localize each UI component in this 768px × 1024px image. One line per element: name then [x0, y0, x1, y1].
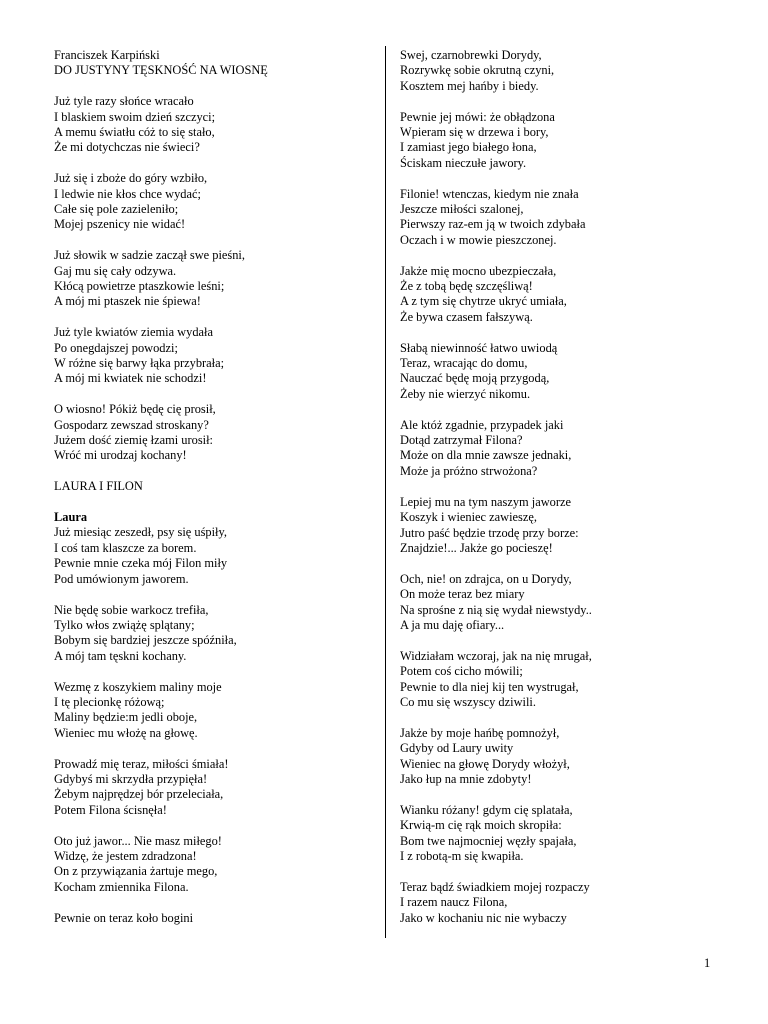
text-line: Wianku różany! gdym cię splatała, [400, 802, 573, 817]
stanza-break [400, 248, 740, 263]
text-line: I coś tam klaszcze za borem. [54, 540, 197, 555]
text-line: Pewnie mnie czeka mój Filon miły [54, 556, 228, 571]
text-line: O wiosno! Pókiż będę cię prosił, [54, 402, 216, 417]
text-line: I ledwie nie kłos chce wydać; [54, 186, 201, 201]
text-line: Że bywa czasem fałszywą. [400, 309, 533, 324]
text-line: Pewnie on teraz koło bogini [54, 910, 194, 925]
text-line: Po onegdajszej powodzi; [54, 340, 178, 355]
text-line: Lepiej mu na tym naszym jaworze [400, 494, 572, 509]
text-line: Jużem dość ziemię łzami urosił: [54, 433, 213, 448]
stanza-break [54, 495, 374, 510]
text-line: Może on dla mnie zawsze jednaki, [400, 448, 572, 463]
stanza-break [400, 864, 740, 879]
stanza-break [54, 818, 374, 833]
stanza-break [54, 464, 374, 479]
text-line: Potem Filona ścisnęła! [54, 802, 167, 817]
column-divider [385, 46, 386, 938]
text-line: Swej, czarnobrewki Dorydy, [400, 48, 542, 62]
stanza-break [54, 233, 374, 248]
text-line: Że z tobą będę szczęśliwą! [400, 279, 533, 294]
text-line: Wróć mi urodzaj kochany! [54, 448, 187, 463]
text-line: On może teraz bez miary [400, 587, 525, 602]
text-line: Gospodarz zewszad stroskany? [54, 417, 209, 432]
text-line: LAURA I FILON [54, 479, 143, 494]
text-line: Jutro paść będzie trzodę przy borze: [400, 525, 579, 540]
text-line: Krwią-m cię rąk moich skropiła: [400, 818, 562, 833]
text-line: Franciszek Karpiński [54, 48, 160, 62]
text-line: Kocham zmiennika Filona. [54, 879, 189, 894]
text-line: Kłócą powietrze ptaszkowie leśni; [54, 279, 225, 294]
text-line: On z przywiązania żartuje mego, [54, 864, 218, 879]
text-line: A mój mi ptaszek nie śpiewa! [54, 294, 201, 309]
text-line: I blaskiem swoim dzień szczyci; [54, 109, 216, 124]
text-line: Żeby nie wierzyć nikomu. [400, 386, 531, 401]
text-line: I z robotą-m się kwapiła. [400, 848, 524, 863]
text-line: Och, nie! on zdrajca, on u Dorydy, [400, 571, 572, 586]
text-line: Widzę, że jestem zdradzona! [54, 848, 197, 863]
text-line: I zamiast jego białego łona, [400, 140, 537, 155]
left-text-column [54, 48, 374, 926]
text-line: Wezmę z koszykiem maliny moje [54, 679, 222, 694]
stanza-break [400, 710, 740, 725]
text-line: Ale któż zgadnie, przypadek jaki [400, 417, 564, 432]
stanza-break [54, 895, 374, 910]
text-line: Bom twe najmocniej węzły spajała, [400, 833, 577, 848]
text-line: Już się i zboże do góry wzbiło, [54, 171, 208, 186]
text-line: Żebym najprędzej bór przeleciała, [54, 787, 224, 802]
stanza-break [400, 479, 740, 494]
text-line: Bobym się bardziej jeszcze spóźniła, [54, 633, 237, 648]
text-line: Jako w kochaniu nic nie wybaczy [400, 910, 567, 925]
text-line: Jakże by moje hańbę pomnożył, [400, 725, 560, 740]
text-line: Potem coś cicho mówili; [400, 664, 523, 679]
text-line: I razem naucz Filona, [400, 895, 508, 910]
text-line: Oto już jawor... Nie masz miłego! [54, 833, 222, 848]
text-line: Teraz, wracając do domu, [400, 356, 528, 371]
text-line: Koszyk i wieniec zawieszę, [400, 510, 537, 525]
stanza-break [400, 402, 740, 417]
stanza-break [400, 325, 740, 340]
text-line: Znajdzie!... Jakże go pocieszę! [400, 540, 553, 555]
text-line: Gdybyś mi skrzydła przypięła! [54, 771, 208, 786]
text-line: Ściskam nieczułe jawory. [400, 155, 527, 170]
text-line: DO JUSTYNY TĘSKNOŚĆ NA WIOSNĘ [54, 63, 268, 78]
stanza-break [54, 587, 374, 602]
text-line: Co mu się wszyscy dziwili. [400, 694, 536, 709]
text-line: Całe się pole zazieleniło; [54, 202, 179, 217]
text-line: Kosztem mej hańby i biedy. [400, 78, 539, 93]
stanza-break [400, 787, 740, 802]
text-line: W różne się barwy łąka przybrała; [54, 356, 225, 371]
text-line: Jeszcze miłości szalonej, [400, 202, 524, 217]
text-line: A mój tam tęskni kochany. [54, 648, 187, 663]
stanza-break [54, 741, 374, 756]
text-line: A z tym się chytrze ukryć umiała, [400, 294, 567, 309]
stanza-break [400, 556, 740, 571]
text-line: Maliny będzie:m jedli oboje, [54, 710, 198, 725]
text-line: Wpieram się w drzewa i bory, [400, 125, 549, 140]
text-line: Jako łup na mnie zdobyty! [400, 771, 532, 786]
text-line: Pewnie to dla niej kij ten wystrugał, [400, 679, 579, 694]
text-line: Wieniec na głowę Dorydy włożył, [400, 756, 570, 771]
text-line: A mój mi kwiatek nie schodzi! [54, 371, 207, 386]
stanza-break [400, 171, 740, 186]
text-line: Już miesiąc zeszedł, psy się uśpiły, [54, 525, 227, 540]
text-line: Tylko włos zwiążę splątany; [54, 617, 195, 632]
text-line: Może ja próżno strwożona? [400, 463, 538, 478]
text-line: Mojej pszenicy nie widać! [54, 217, 186, 232]
text-line: Słabą niewinność łatwo uwiodą [400, 340, 558, 355]
stanza-break [54, 79, 374, 94]
text-line: Prowadź mię teraz, miłości śmiała! [54, 756, 229, 771]
text-line: Nauczać będę moją przygodą, [400, 371, 550, 386]
text-line: Nie będę sobie warkocz trefiła, [54, 602, 209, 617]
stanza-break [54, 310, 374, 325]
text-line: Rozrywkę sobie okrutną czyni, [400, 63, 555, 78]
text-line: Gdyby od Laury uwity [400, 741, 514, 756]
text-line: Pierwszy raz-em ją w twoich zdybała [400, 217, 586, 232]
page-number: 1 [704, 956, 711, 970]
text-line: Już tyle kwiatów ziemia wydała [54, 325, 213, 340]
text-line: A ja mu daję ofiary... [400, 617, 505, 632]
text-line: Dotąd zatrzymał Filona? [400, 433, 523, 448]
text-line: Już tyle razy słońce wracało [54, 94, 194, 109]
text-line: Widziałam wczoraj, jak na nię mrugał, [400, 648, 592, 663]
text-line: A memu światłu cóż to się stało, [54, 125, 215, 140]
stanza-break [400, 633, 740, 648]
stanza-break [400, 94, 740, 109]
text-line: Teraz bądź świadkiem mojej rozpaczy [400, 879, 590, 894]
text-line: Na sprośne z nią się wydał niewstydy.. [400, 602, 592, 617]
stanza-break [54, 156, 374, 171]
text-line: Oczach i w mowie pieszczonej. [400, 232, 557, 247]
text-line: I tę plecionkę różową; [54, 694, 165, 709]
stanza-break [54, 387, 374, 402]
text-line: Pod umówionym jaworem. [54, 571, 189, 586]
text-line: Pewnie jej mówi: że obłądzona [400, 109, 555, 124]
text-line: Już słowik w sadzie zaczął swe pieśni, [54, 248, 245, 263]
speaker-heading: Laura [54, 510, 88, 525]
stanza-break [54, 664, 374, 679]
text-line: Jakże mię mocno ubezpieczała, [400, 263, 557, 278]
text-line: Gaj mu się cały odzywa. [54, 263, 177, 278]
text-line: Filonie! wtenczas, kiedym nie znała [400, 186, 579, 201]
right-text-column [400, 48, 740, 926]
text-line: Że mi dotychczas nie świeci? [54, 140, 200, 155]
text-line: Wieniec mu włożę na głowę. [54, 725, 198, 740]
